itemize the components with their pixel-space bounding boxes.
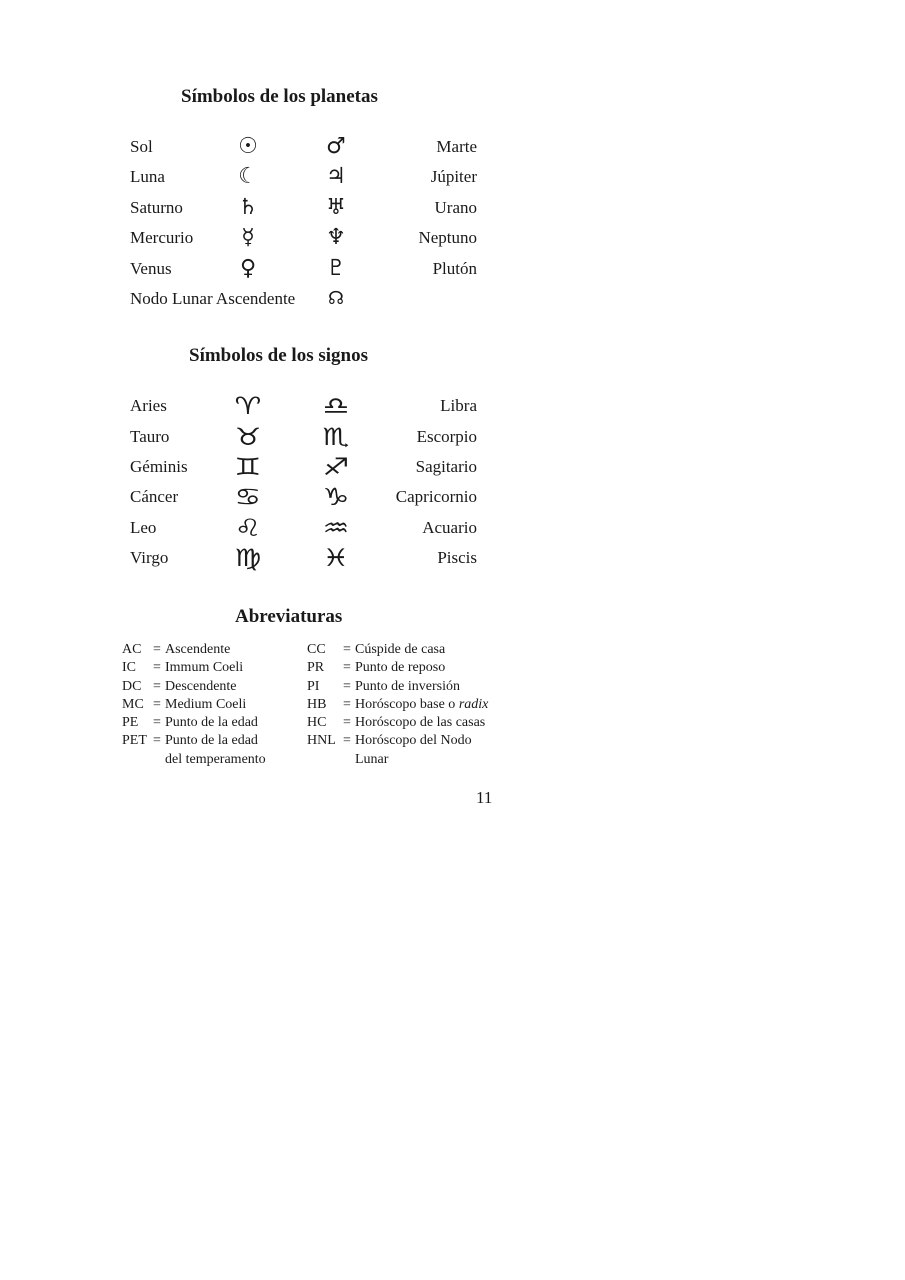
sign-name-left: Leo [130, 518, 157, 537]
abbr-meaning-continued: Lunar [355, 752, 389, 767]
lunar-node-label: Nodo Lunar Ascendente [130, 289, 296, 308]
gemini-symbol-icon: ♊ [234, 453, 262, 481]
abbr-meaning-continued: del temperamento [165, 752, 266, 767]
abbr-code: PET [122, 733, 147, 748]
sign-name-left: Tauro [130, 427, 170, 446]
abbr-meaning: Descendente [165, 679, 237, 694]
abbr-meaning: Punto de la edad [165, 733, 258, 748]
abbr-equals: = [153, 679, 161, 694]
abbr-equals: = [343, 679, 351, 694]
abbr-meaning: Cúspide de casa [355, 642, 446, 657]
aries-symbol-icon: ♈ [234, 392, 262, 420]
abbr-equals: = [153, 697, 161, 712]
abbr-equals: = [343, 697, 351, 712]
planet-name-right: Marte [436, 137, 477, 156]
abbr-code: HNL [307, 733, 336, 748]
abbr-code: CC [307, 642, 326, 657]
saturn-symbol-icon: ♄ [238, 195, 258, 220]
planets-heading: Símbolos de los planetas [181, 86, 378, 107]
libra-symbol-icon: ♎ [322, 392, 350, 420]
abbr-code: PI [307, 679, 320, 694]
abbr-code: HC [307, 715, 327, 730]
sign-name-left: Virgo [130, 548, 169, 567]
sign-name-left: Aries [130, 396, 167, 415]
abbreviations-heading: Abreviaturas [235, 606, 343, 627]
abbr-meaning: Immum Coeli [165, 660, 244, 675]
sign-name-right: Piscis [437, 548, 477, 567]
jupiter-symbol-icon: ♃ [326, 164, 346, 189]
planet-name-left: Sol [130, 137, 153, 156]
moon-symbol-icon: ☾ [238, 164, 258, 189]
abbr-meaning: Horóscopo del Nodo [355, 733, 472, 748]
uranus-symbol-icon: ♅ [326, 195, 346, 220]
lunar-node-symbol-icon: ☊ [328, 288, 344, 309]
abbr-meaning-italic: radix [458, 697, 489, 712]
sun-symbol-icon: ☉ [238, 134, 258, 159]
abbr-equals: = [343, 715, 351, 730]
abbr-meaning: Ascendente [165, 642, 231, 657]
signs-heading: Símbolos de los signos [189, 345, 368, 366]
sign-name-right: Libra [440, 396, 477, 415]
pluto-symbol-icon: ♇ [326, 256, 346, 281]
virgo-symbol-icon: ♍ [234, 544, 262, 572]
abbr-meaning: Horóscopo de las casas [355, 715, 486, 730]
planet-name-right: Neptuno [418, 228, 477, 247]
pisces-symbol-icon: ♓ [322, 544, 350, 572]
taurus-symbol-icon: ♉ [234, 423, 262, 451]
mercury-symbol-icon: ☿ [241, 225, 255, 250]
abbr-code: HB [307, 697, 327, 712]
planet-name-left: Venus [130, 259, 172, 278]
aquarius-symbol-icon: ♒ [322, 514, 350, 542]
abbr-equals: = [343, 642, 351, 657]
abbr-equals: = [343, 660, 351, 675]
neptune-symbol-icon: ♆ [326, 225, 346, 250]
abbr-code: PR [307, 660, 325, 675]
abbr-code: AC [122, 642, 142, 657]
leo-symbol-icon: ♌ [234, 514, 262, 542]
page-number: 11 [476, 788, 493, 807]
sign-name-right: Escorpio [416, 427, 477, 446]
abbr-meaning-text: Horóscopo base o [355, 697, 459, 712]
abbr-equals: = [153, 733, 161, 748]
abbr-code: PE [122, 715, 139, 730]
sign-name-right: Sagitario [415, 457, 477, 476]
abbr-code: MC [122, 697, 144, 712]
planet-name-left: Saturno [130, 198, 183, 217]
scorpio-symbol-icon: ♏ [322, 423, 350, 451]
sagittarius-symbol-icon: ♐ [322, 453, 350, 481]
abbr-meaning: Punto de la edad [165, 715, 258, 730]
mars-symbol-icon: ♂ [326, 134, 346, 159]
abbr-code: IC [122, 660, 136, 675]
capricorn-symbol-icon: ♑ [322, 483, 350, 511]
abbr-equals: = [153, 642, 161, 657]
planet-name-right: Urano [434, 198, 477, 217]
abbr-code: DC [122, 679, 142, 694]
venus-symbol-icon: ♀ [239, 256, 257, 281]
abbr-equals: = [153, 715, 161, 730]
abbr-meaning: Punto de reposo [355, 660, 446, 675]
abbr-meaning: Punto de inversión [355, 679, 460, 694]
planet-name-left: Luna [130, 167, 165, 186]
abbr-meaning: Medium Coeli [165, 697, 247, 712]
sign-name-left: Cáncer [130, 487, 179, 506]
abbr-equals: = [343, 733, 351, 748]
abbr-meaning [355, 696, 488, 714]
sign-name-right: Acuario [422, 518, 477, 537]
sign-name-left: Géminis [130, 457, 188, 476]
abbr-equals: = [153, 660, 161, 675]
planet-name-left: Mercurio [130, 228, 194, 247]
cancer-symbol-icon: ♋ [234, 483, 262, 511]
planet-name-right: Plutón [432, 259, 477, 278]
planet-name-right: Júpiter [430, 167, 477, 186]
sign-name-right: Capricornio [395, 487, 477, 506]
